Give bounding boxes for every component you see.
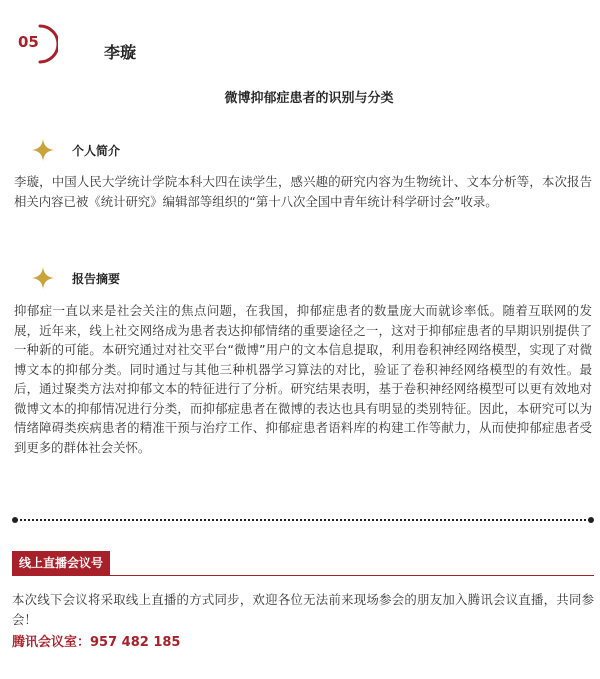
abstract-heading [32, 267, 120, 289]
section-number-badge [18, 24, 58, 64]
meeting-room [12, 631, 180, 650]
section-number: 05 [18, 33, 39, 51]
profile-heading [32, 139, 120, 161]
talk-title: 微博抑郁症患者的识别与分类 [224, 91, 394, 106]
four-point-star-icon [32, 267, 54, 289]
abstract-text: 抑郁症一直以来是社会关注的焦点问题，在我国，抑郁症患者的数量庞大而就诊率低。随着互联网的发展，近年来，线上社交网络成为患者表达抑郁情绪的重要途径之一，这对于抑郁症患者的早期识别提供了一种新的可能。本研究通过对社交平台“微博”用户的文本信息提取，利用卷积神经网络模型，实现了对微博文本的抑郁分类。同时通过与其他三种机器学习算法的对比，验证了卷积神经网络模型的有效性。最后，通过聚类方法对抑郁文本的特征进行了分析。研究结果表明，基于卷积神经网络模型可以更有效地对微博文本的抑郁情况进行分类，而抑郁症患者在微博的表达也具有明显的类别特征。因此，本研究可以为情绪障碍类疾病患者的精准干预与治疗工作、抑郁症患者语料库的构建工作等献力，从而使抑郁症患者受到更多的群体社会关怀。 [14, 303, 592, 455]
divider-line [16, 519, 590, 521]
speaker-name: 李璇 [104, 43, 137, 62]
meeting-room-number[interactable]: 957 482 185 [90, 635, 181, 650]
dotted-divider [12, 517, 594, 523]
profile-heading-label: 个人简介 [72, 143, 121, 158]
meeting-room-label: 腾讯会议室： [12, 635, 91, 650]
divider-right-dot [588, 517, 594, 523]
profile-text: 李璇，中国人民大学统计学院本科大四在读学生，感兴趣的研究内容为生物统计、文本分析等，本次报告相关内容已被《统计研究》编辑部等组织的“第十八次全国中青年统计科学研讨会”收录。 [14, 174, 592, 209]
live-section-header [12, 551, 594, 577]
live-tag: 线上直播会议号 [12, 551, 110, 575]
four-point-star-icon [32, 139, 54, 161]
live-text: 本次线下会议将采取线上直播的方式同步，欢迎各位无法前来现场参会的朋友加入腾讯会议直播，共同参会！ [12, 592, 594, 627]
abstract-heading-label: 报告摘要 [72, 271, 121, 286]
live-underline [12, 575, 594, 576]
